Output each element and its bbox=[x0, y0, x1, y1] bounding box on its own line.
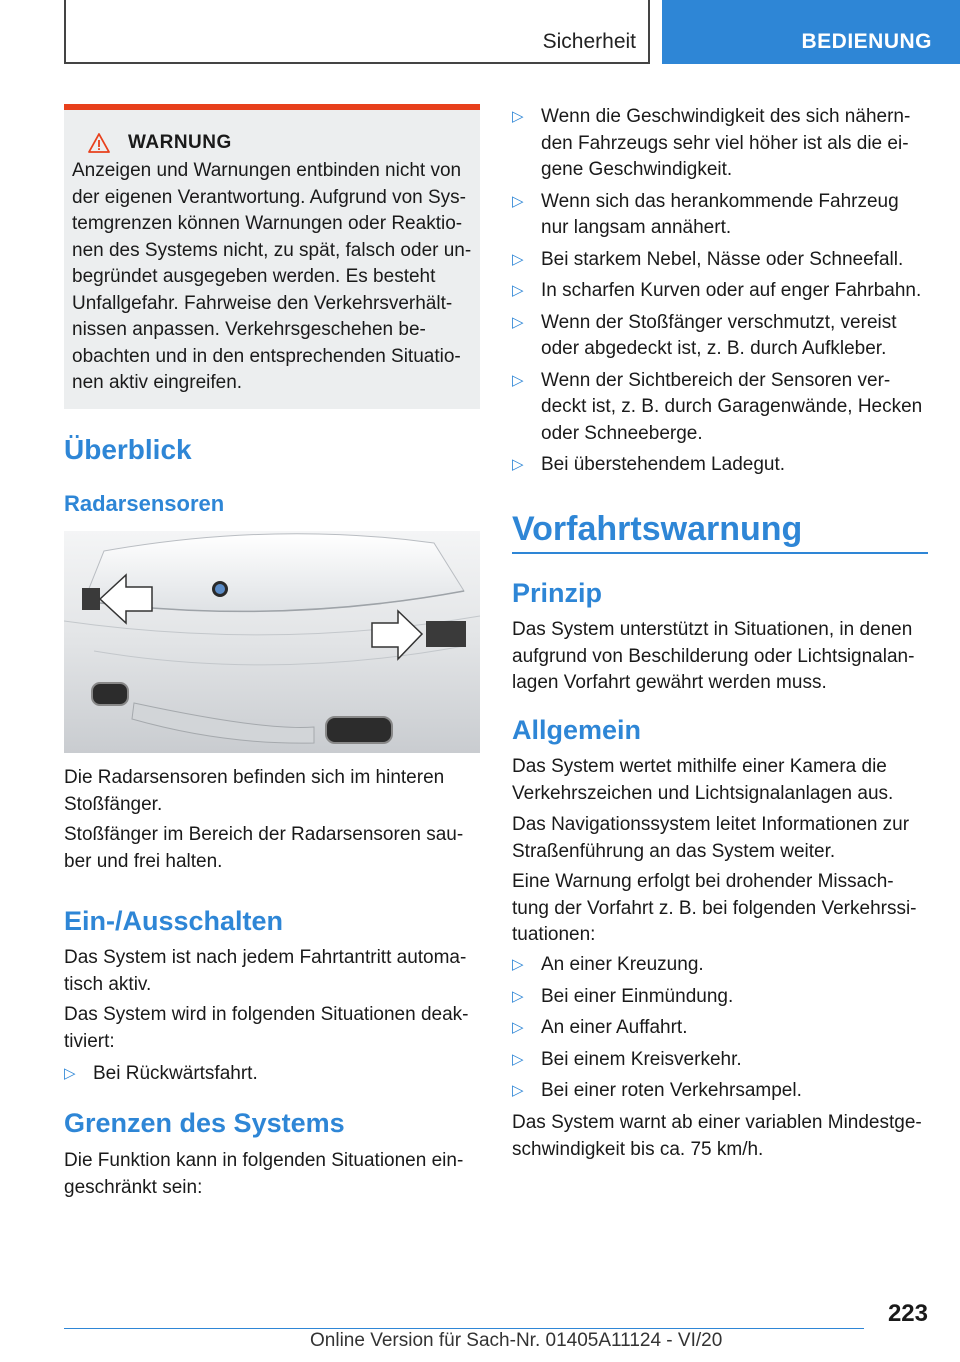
warning-line: nen aktiv eingreifen. bbox=[72, 372, 243, 393]
triangle-bullet-icon: ▷ bbox=[512, 987, 524, 1005]
list-item bbox=[512, 1078, 928, 1105]
general-paragraph-2 bbox=[512, 812, 928, 865]
heading-overview: Überblick bbox=[64, 434, 192, 465]
list-item-text: Bei einer Einmündung. bbox=[541, 985, 734, 1007]
text-line: tiviert: bbox=[64, 1030, 115, 1052]
text-line: Das System ist nach jedem Fahrtantritt automa- bbox=[64, 947, 467, 968]
radar-paragraph-2 bbox=[64, 822, 480, 875]
page-number: 223 bbox=[887, 1300, 928, 1327]
warning-text bbox=[72, 158, 472, 397]
warning-line: nen des Systems nicht, zu spät, falsch oder un- bbox=[72, 239, 472, 261]
header-section-title: Sicherheit bbox=[542, 30, 636, 53]
footer-online-version: Online Version für Sach-Nr. 01405A11124 - VI/20 bbox=[310, 1330, 723, 1351]
text-line: Die Funktion kann in folgenden Situationen ein- bbox=[64, 1150, 464, 1171]
list-item bbox=[512, 1047, 928, 1074]
car-rear-illustration bbox=[64, 531, 480, 753]
text-line: Bei überstehendem Ladegut. bbox=[541, 454, 786, 475]
warning-line: temgrenzen können Warnungen oder Reaktio- bbox=[72, 213, 463, 234]
list-item bbox=[512, 1015, 928, 1042]
text-line: Wenn der Sichtbereich der Sensoren ver- bbox=[541, 369, 891, 391]
text-line: tung der Vorfahrt z. B. bei folgenden Verkehrssi- bbox=[512, 897, 917, 919]
radar-paragraph-1 bbox=[64, 765, 480, 818]
principle-paragraph bbox=[512, 617, 928, 697]
general-paragraph-3 bbox=[512, 869, 928, 949]
text-line: Das Navigationssystem leitet Informationen zur bbox=[512, 814, 910, 835]
chapter-title: Vorfahrtswarnung bbox=[512, 510, 803, 548]
text-line: den Fahrzeugs sehr viel höher ist als die ei- bbox=[541, 132, 909, 154]
text-line: Wenn der Stoßfänger verschmutzt, vereist bbox=[541, 311, 897, 333]
list-item bbox=[512, 189, 928, 242]
list-item bbox=[64, 1061, 480, 1088]
limits-paragraph bbox=[64, 1148, 480, 1201]
header-chapter-label: BEDIENUNG bbox=[801, 30, 932, 53]
warning-line: Anzeigen und Warnungen entbinden nicht von bbox=[72, 160, 462, 181]
triangle-bullet-icon: ▷ bbox=[512, 1019, 524, 1036]
text-line: nur langsam annähert. bbox=[541, 217, 732, 238]
text-line: oder abgedeckt ist, z. B. durch Aufkleber. bbox=[541, 338, 887, 359]
text-line: oder Schneeberge. bbox=[541, 422, 703, 444]
text-line: deckt ist, z. B. durch Garagenwände, Hecken bbox=[541, 396, 923, 417]
triangle-bullet-icon: ▷ bbox=[512, 108, 524, 125]
triangle-bullet-icon: ▷ bbox=[512, 456, 524, 473]
text-line: tisch aktiv. bbox=[64, 973, 152, 995]
warning-line: nissen anpassen. Verkehrsgeschehen be- bbox=[72, 319, 426, 340]
warning-heading bbox=[88, 132, 472, 154]
list-item bbox=[512, 278, 928, 305]
triangle-bullet-icon: ▷ bbox=[512, 282, 524, 299]
text-line: Straßenführung an das System weiter. bbox=[512, 840, 836, 862]
triangle-bullet-icon: ▷ bbox=[512, 956, 524, 973]
text-line: Wenn sich das herankommende Fahrzeug bbox=[541, 190, 899, 212]
warning-line: obachten und in den entsprechenden Situatio- bbox=[72, 345, 461, 367]
text-line: In scharfen Kurven oder auf enger Fahrbahn. bbox=[541, 280, 922, 301]
header-section-box bbox=[64, 0, 650, 64]
list-item bbox=[512, 984, 928, 1011]
warning-box bbox=[64, 104, 480, 409]
onoff-list bbox=[64, 1061, 480, 1088]
triangle-bullet-icon: ▷ bbox=[512, 250, 524, 268]
heading-principle: Prinzip bbox=[512, 578, 603, 608]
general-list bbox=[512, 952, 928, 1105]
heading-general: Allgemein bbox=[512, 715, 642, 745]
general-paragraph-4 bbox=[512, 1110, 928, 1163]
text-line: schwindigkeit bis ca. 75 km/h. bbox=[512, 1138, 764, 1160]
list-item bbox=[512, 247, 928, 274]
triangle-bullet-icon: ▷ bbox=[512, 1050, 524, 1068]
list-item bbox=[512, 104, 928, 184]
text-line: Verkehrszeichen und Lichtsignalanlagen aus. bbox=[512, 782, 894, 804]
heading-system-limits: Grenzen des Systems bbox=[64, 1108, 345, 1138]
text-line: Das System warnt ab einer variablen Mindestge- bbox=[512, 1112, 922, 1133]
text-line: Das System unterstützt in Situationen, in denen bbox=[512, 619, 913, 640]
list-item-text: Bei einem Kreisverkehr. bbox=[541, 1048, 742, 1070]
text-line: Bei starkem Nebel, Nässe oder Schneefall. bbox=[541, 248, 904, 270]
warning-line: der eigenen Verantwortung. Aufgrund von Sys- bbox=[72, 186, 466, 208]
limits-list bbox=[512, 104, 928, 479]
text-line: geschränkt sein: bbox=[64, 1176, 203, 1198]
heading-on-off: Ein-/Ausschalten bbox=[64, 906, 284, 936]
triangle-bullet-icon: ▷ bbox=[512, 192, 524, 210]
triangle-bullet-icon: ▷ bbox=[512, 313, 524, 331]
warning-title: WARNUNG bbox=[128, 132, 232, 153]
text-line: lagen Vorfahrt gewährt werden muss. bbox=[512, 672, 827, 693]
triangle-bullet-icon: ▷ bbox=[512, 371, 524, 389]
text-line: Eine Warnung erfolgt bei drohender Missach- bbox=[512, 871, 894, 892]
list-item bbox=[512, 952, 928, 979]
list-item-text: An einer Auffahrt. bbox=[541, 1017, 688, 1038]
warning-line: Unfallgefahr. Fahrweise den Verkehrsverhält- bbox=[72, 292, 453, 314]
footer-rule bbox=[64, 1328, 864, 1329]
text-line: Das System wird in folgenden Situationen deak- bbox=[64, 1004, 469, 1025]
radar-sensor-right bbox=[426, 621, 466, 647]
text-line: Stoßfänger im Bereich der Radarsensoren sau- bbox=[64, 824, 464, 845]
text-line: Wenn die Geschwindigkeit des sich nähern- bbox=[541, 106, 911, 127]
list-item bbox=[512, 310, 928, 363]
triangle-bullet-icon: ▷ bbox=[64, 1065, 76, 1082]
text-line: aufgrund von Beschilderung oder Lichtsignalan- bbox=[512, 645, 915, 667]
list-item-text: Bei Rückwärtsfahrt. bbox=[93, 1063, 258, 1084]
radar-sensor-left bbox=[82, 588, 100, 610]
header-chapter-tab[interactable] bbox=[662, 0, 960, 64]
warning-line: begründet ausgegeben werden. Es besteht bbox=[72, 266, 436, 287]
text-line: Stoßfänger. bbox=[64, 793, 163, 815]
text-line: Die Radarsensoren befinden sich im hinteren bbox=[64, 767, 445, 788]
text-line: Das System wertet mithilfe einer Kamera die bbox=[512, 756, 887, 777]
warning-triangle-icon bbox=[88, 133, 110, 153]
list-item-text: An einer Kreuzung. bbox=[541, 954, 704, 975]
triangle-bullet-icon: ▷ bbox=[512, 1082, 524, 1099]
list-item bbox=[512, 452, 928, 479]
onoff-paragraph-1 bbox=[64, 945, 480, 998]
onoff-paragraph-2 bbox=[64, 1002, 480, 1055]
title-underline bbox=[512, 552, 928, 554]
list-item-text: Bei einer roten Verkehrsampel. bbox=[541, 1080, 802, 1101]
text-line: tuationen: bbox=[512, 924, 596, 945]
text-line: gene Geschwindigkeit. bbox=[541, 159, 733, 180]
heading-radar-sensors: Radarsensoren bbox=[64, 491, 225, 516]
text-line: ber und frei halten. bbox=[64, 850, 223, 872]
list-item bbox=[512, 368, 928, 448]
general-paragraph-1 bbox=[512, 754, 928, 807]
